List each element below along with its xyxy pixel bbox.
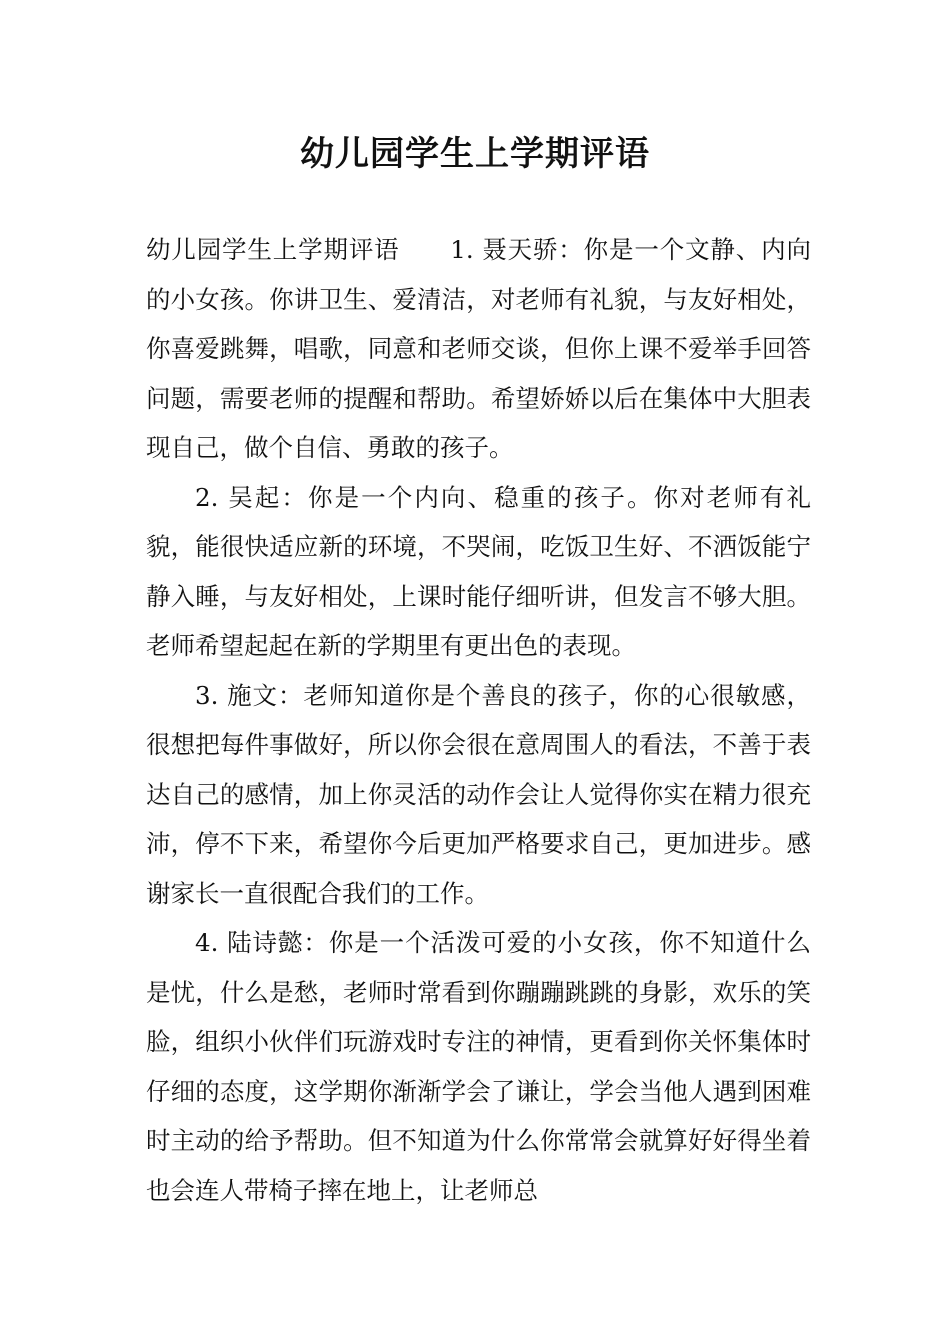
paragraph-3: 3. 施文：老师知道你是个善良的孩子，你的心很敏感，很想把每件事做好，所以你会很在意周围人的看法，不善于表达自己的感情，加上你灵活的动作会让人觉得你实在精力很充沛，停不下来，希望你今后更加严格要求自己，更加进步。感谢家长一直很配合我们的工作。 [146, 680, 811, 908]
paragraph-1: 幼儿园学生上学期评语 1. 聂天骄：你是一个文静、内向的小女孩。你讲卫生、爱清洁，对老师有礼貌，与友好相处，你喜爱跳舞，唱歌，同意和老师交谈，但你上课不爱举手回答问题，需要老师的提醒和帮助。希望娇娇以后在集体中大胆表现自己，做个自信、勇敢的孩子。 [146, 235, 811, 462]
paragraph-4: 4. 陆诗懿：你是一个活泼可爱的小女孩，你不知道什么是忧，什么是愁，老师时常看到你蹦蹦跳跳的身影，欢乐的笑脸，组织小伙伴们玩游戏时专注的神情，更看到你关怀集体时仔细的态度，这学期你渐渐学会了谦让，学会当他人遇到困难时主动的给予帮助。但不知道为什么你常常会就算好好得坐着也会连人带椅子摔在地上，让老师总 [146, 928, 811, 1205]
document-body [146, 225, 811, 1215]
document-title: 幼儿园学生上学期评语 [300, 134, 650, 174]
paragraph-2: 2. 吴起：你是一个内向、稳重的孩子。你对老师有礼貌，能很快适应新的环境，不哭闹，吃饭卫生好、不洒饭能宁静入睡，与友好相处，上课时能仔细听讲，但发言不够大胆。老师希望起起在新的学期里有更出色的表现。 [146, 482, 811, 660]
